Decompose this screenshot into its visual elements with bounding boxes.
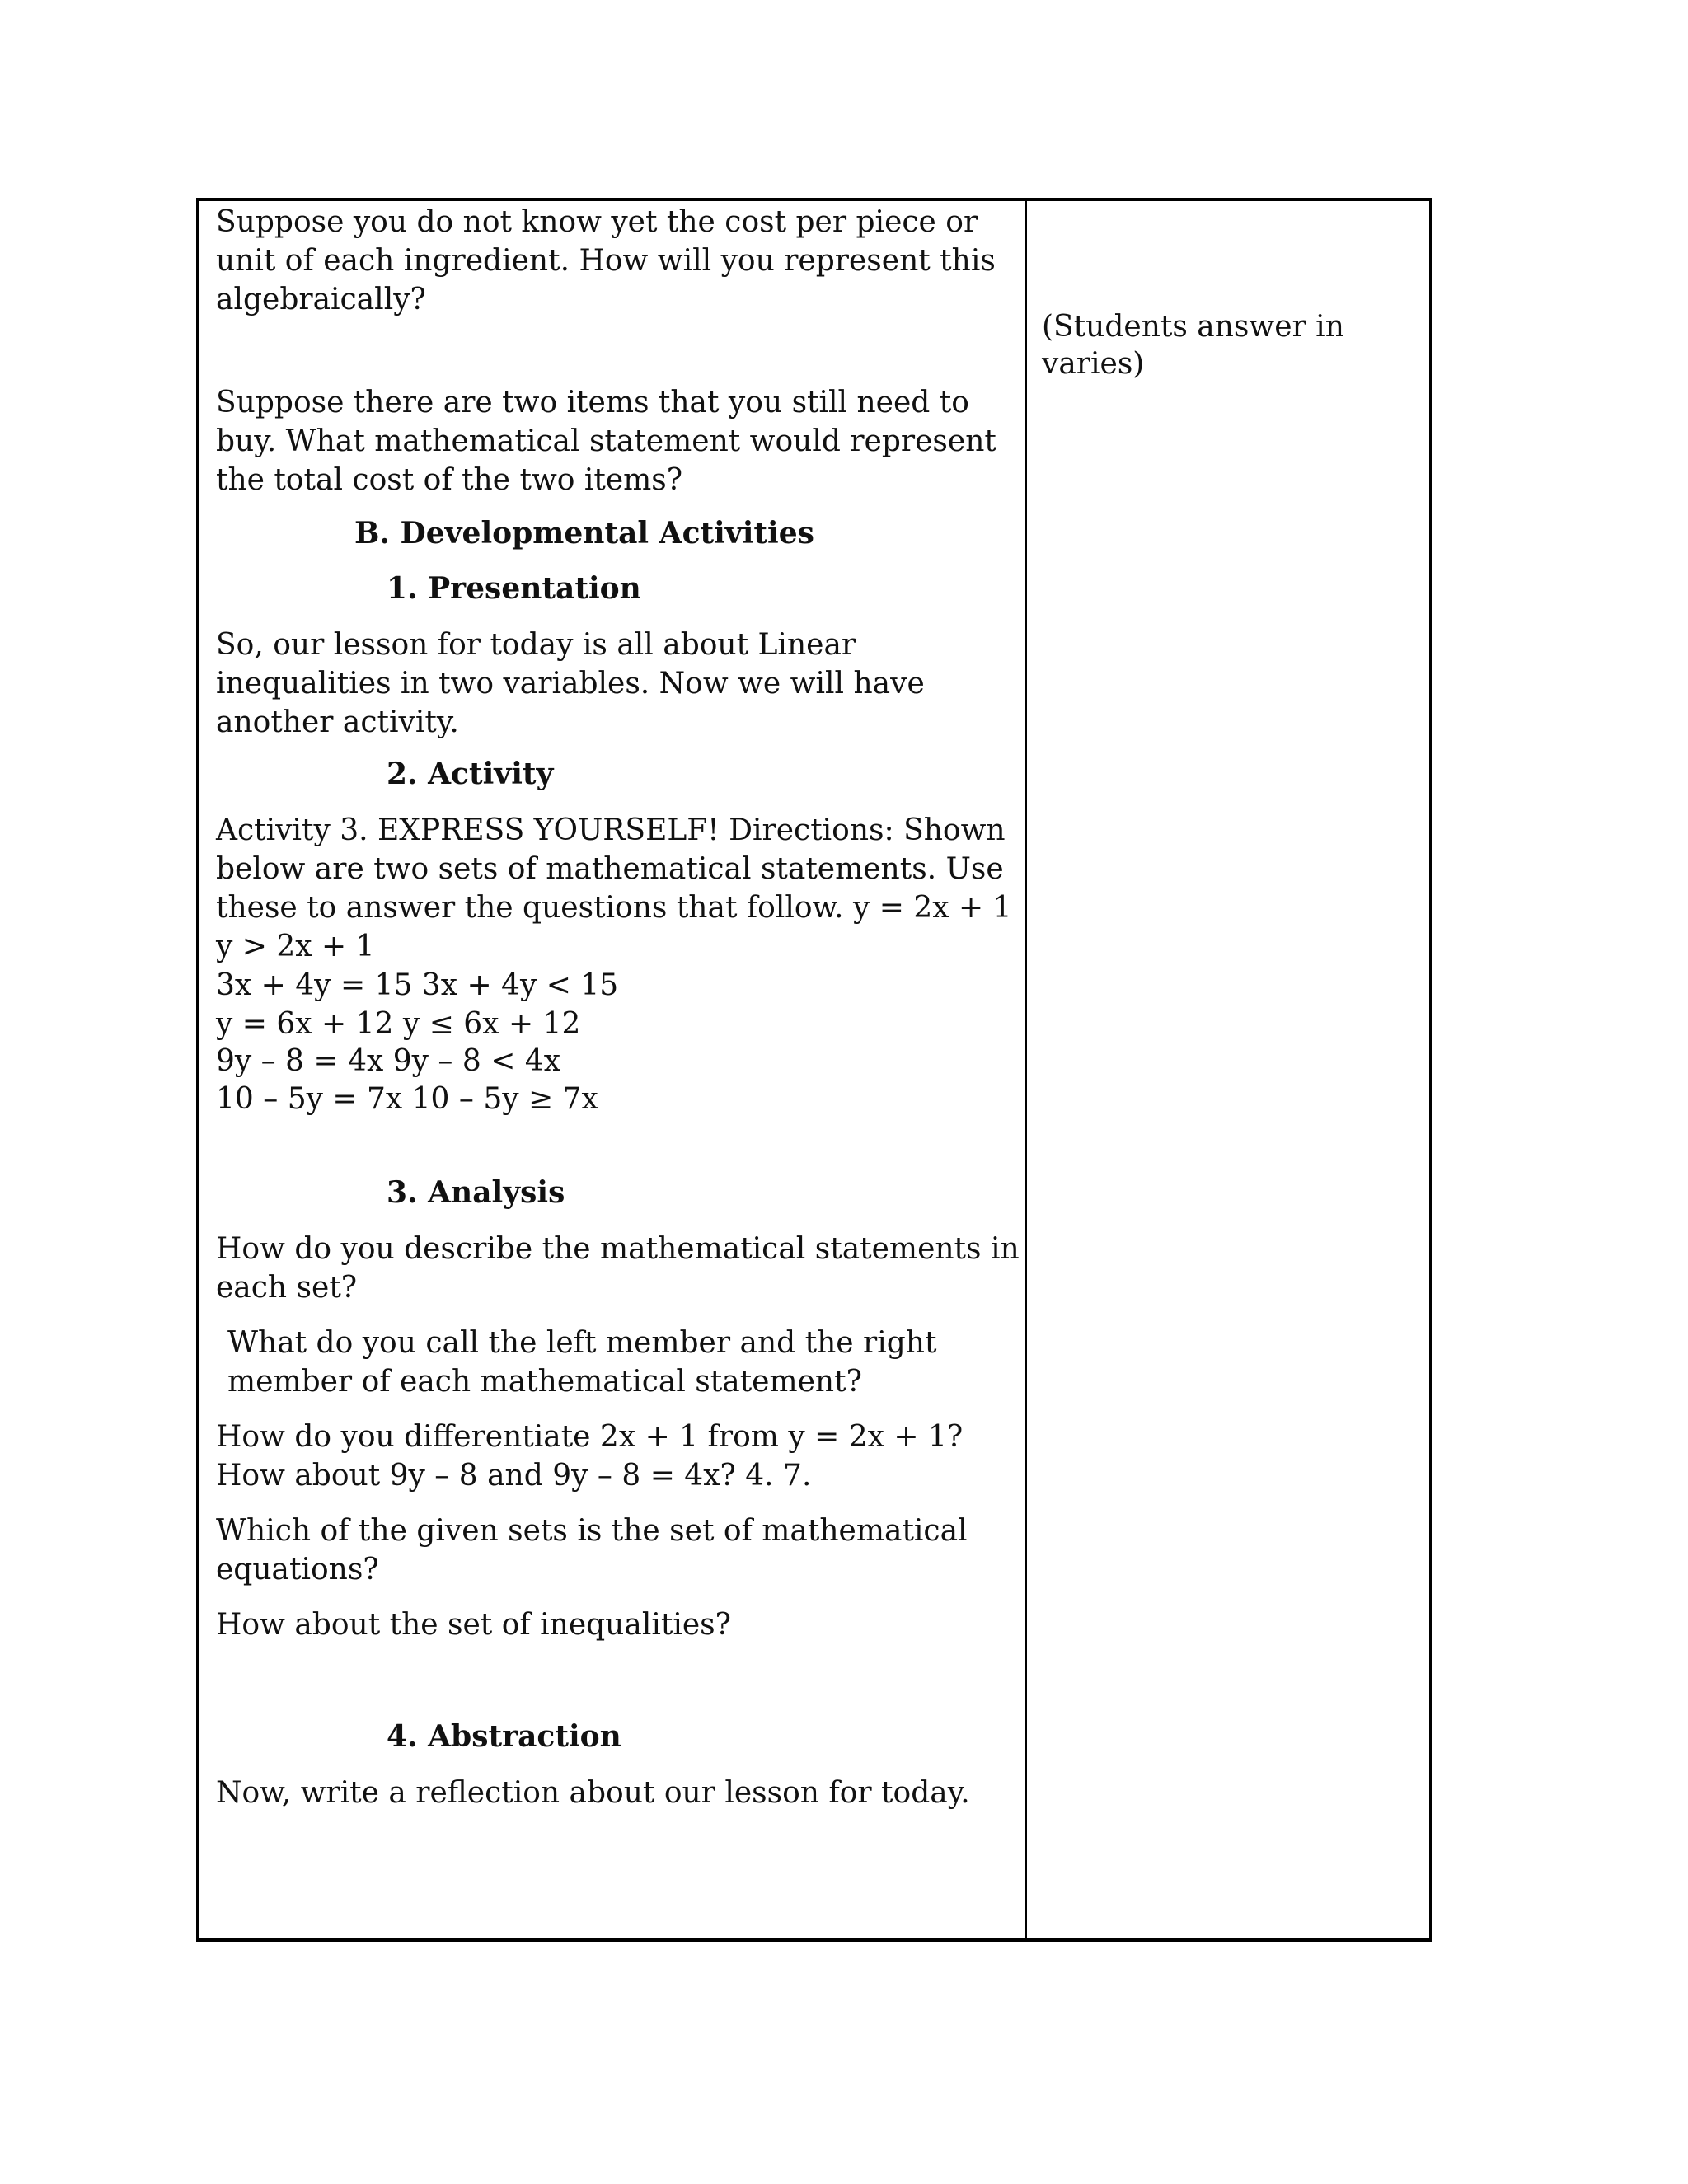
students-answer-note: (Students answer in varies) xyxy=(1042,310,1344,381)
heading-presentation: 1. Presentation xyxy=(387,571,641,606)
column-divider xyxy=(1025,201,1027,1938)
equation-set-line-4: 10 – 5y = 7x 10 – 5y ≥ 7x xyxy=(216,1082,598,1116)
teacher-activity-cell xyxy=(216,201,1020,1938)
equation-set-line-1: 3x + 4y = 15 3x + 4y < 15 xyxy=(216,968,619,1002)
heading-developmental-activities: B. Developmental Activities xyxy=(354,516,814,551)
question-two-items: Suppose there are two items that you still need to buy. What mathematical statement would represent the total cost of the two items? xyxy=(216,386,996,497)
question-represent-algebraically: Suppose you do not know yet the cost per piece or unit of each ingredient. How will you represent this algebraically? xyxy=(216,205,996,316)
heading-activity: 2. Activity xyxy=(387,757,554,791)
equation-set-line-2: y = 6x + 12 y ≤ 6x + 12 xyxy=(216,1007,581,1041)
analysis-question-1: How do you describe the mathematical statements in each set? xyxy=(216,1232,1020,1305)
equation-set-line-3: 9y – 8 = 4x 9y – 8 < 4x xyxy=(216,1044,561,1078)
abstraction-text: Now, write a reflection about our lesson for today. xyxy=(216,1776,970,1810)
heading-analysis: 3. Analysis xyxy=(387,1175,565,1210)
analysis-question-4: Which of the given sets is the set of mathematical equations? xyxy=(216,1514,968,1586)
student-activity-cell xyxy=(1042,201,1421,1938)
activity-directions: Activity 3. EXPRESS YOURSELF! Directions: Shown below are two sets of mathematical statements. Use these to answer the questions that follow. y = 2x + 1 y > 2x + 1 xyxy=(216,813,1012,963)
lesson-table xyxy=(196,198,1432,1942)
presentation-text: So, our lesson for today is all about Linear inequalities in two variables. Now we will have another activity. xyxy=(216,628,925,739)
heading-abstraction: 4. Abstraction xyxy=(387,1719,621,1754)
analysis-question-2: What do you call the left member and the right member of each mathematical statement? xyxy=(227,1326,937,1399)
analysis-question-3: How do you differentiate 2x + 1 from y = 2x + 1? How about 9y – 8 and 9y – 8 = 4x? 4. 7. xyxy=(216,1420,964,1493)
analysis-question-5: How about the set of inequalities? xyxy=(216,1608,731,1642)
